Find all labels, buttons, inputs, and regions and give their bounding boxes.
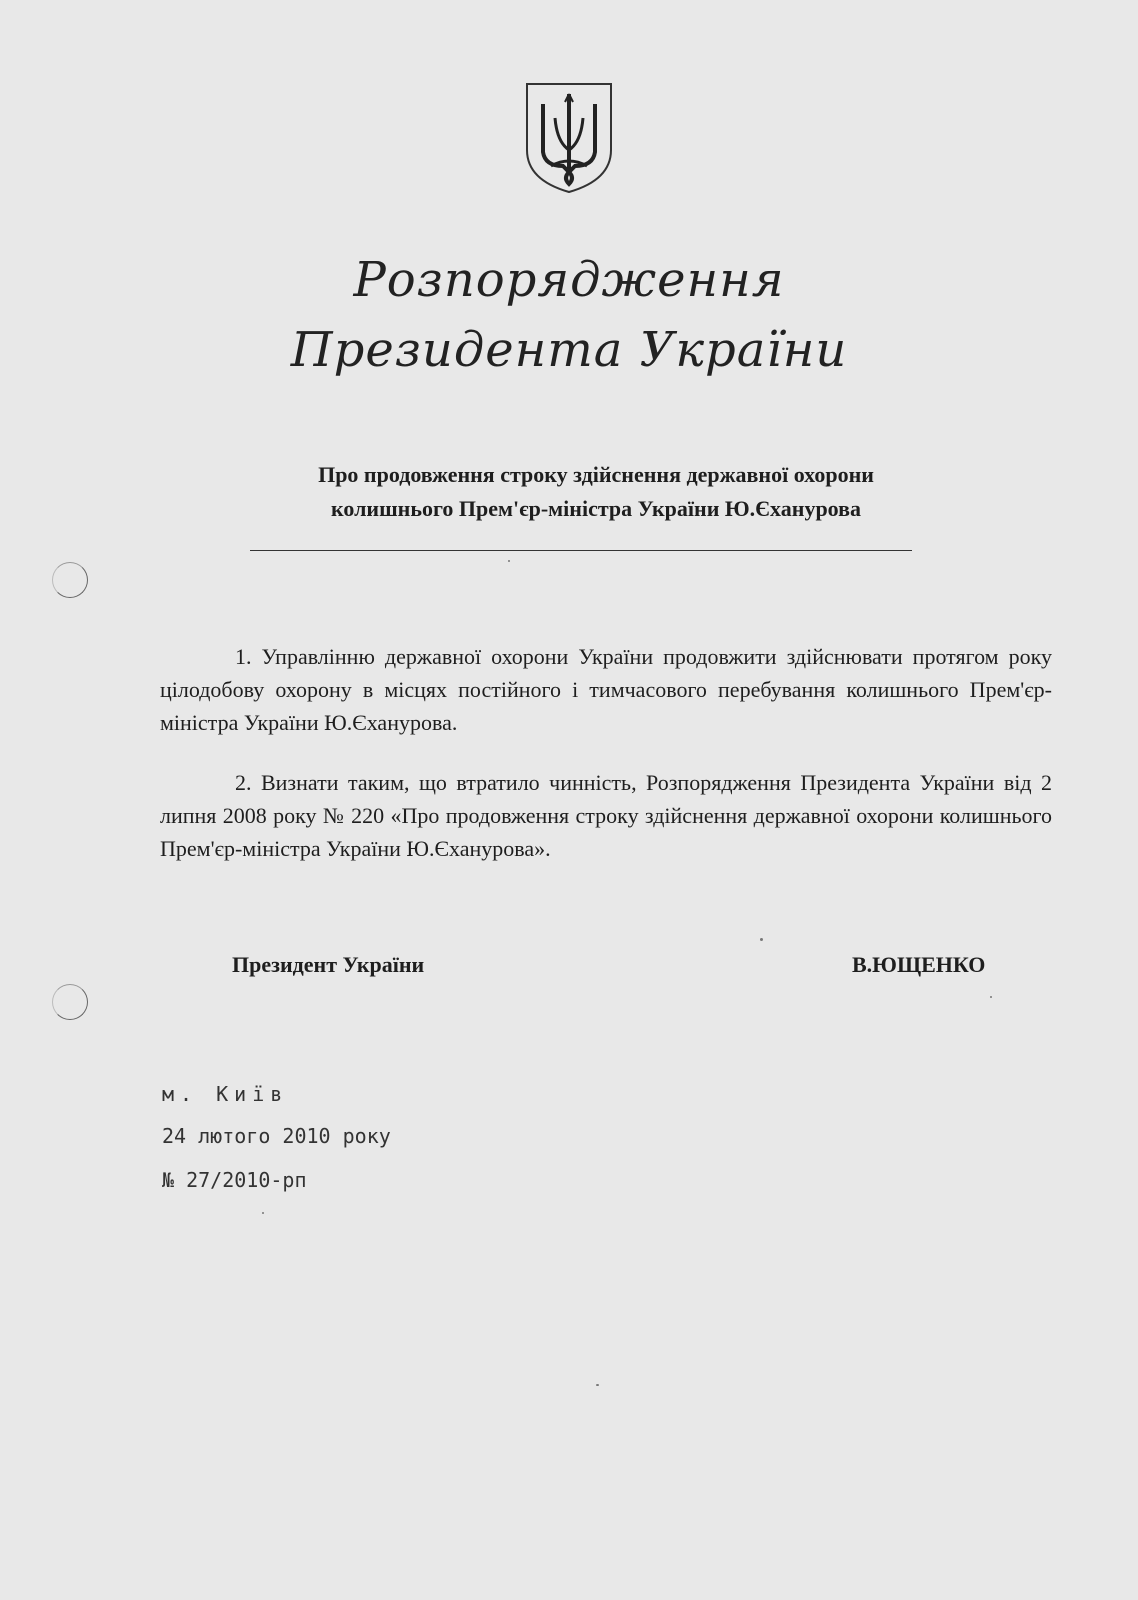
subject-line1: Про продовження строку здійснення державної охорони bbox=[318, 462, 874, 487]
scan-speck bbox=[760, 938, 763, 941]
document-title-line1: Розпорядження bbox=[353, 252, 785, 308]
paragraph-2: 2. Визнати таким, що втратило чинність, Розпорядження Президента України від 2 липня 2008 року № 220 «Про продовження строку здійснення державної охорони колишнього Прем'єр-міністра України Ю.Єханурова». bbox=[160, 770, 1052, 861]
scan-speck bbox=[990, 996, 992, 998]
footer-city: м. Київ bbox=[162, 1082, 289, 1106]
footer-date: 24 лютого 2010 року bbox=[162, 1124, 391, 1148]
trident-coat-of-arms-icon bbox=[523, 80, 615, 196]
document-subject bbox=[160, 458, 1032, 526]
subject-line2: колишнього Прем'єр-міністра України Ю.Єханурова bbox=[330, 496, 862, 521]
scan-speck bbox=[262, 1212, 264, 1214]
punch-hole-bottom bbox=[52, 984, 88, 1020]
subject-underline bbox=[250, 550, 912, 551]
footer-number: № 27/2010-рп bbox=[162, 1168, 307, 1192]
signature-name: В.ЮЩЕНКО bbox=[852, 952, 986, 977]
punch-hole-top bbox=[52, 562, 88, 598]
scan-speck bbox=[508, 560, 510, 562]
document-title-line2: Президента України bbox=[290, 322, 848, 378]
signature-position: Президент України bbox=[232, 952, 425, 977]
scan-speck bbox=[596, 1384, 599, 1386]
paragraph-1: 1. Управлінню державної охорони України продовжити здійснювати протягом року цілодобову охорону в місцях постійного і тимчасового перебування колишнього Прем'єр-міністра України Ю.Єханурова. bbox=[160, 644, 1052, 735]
